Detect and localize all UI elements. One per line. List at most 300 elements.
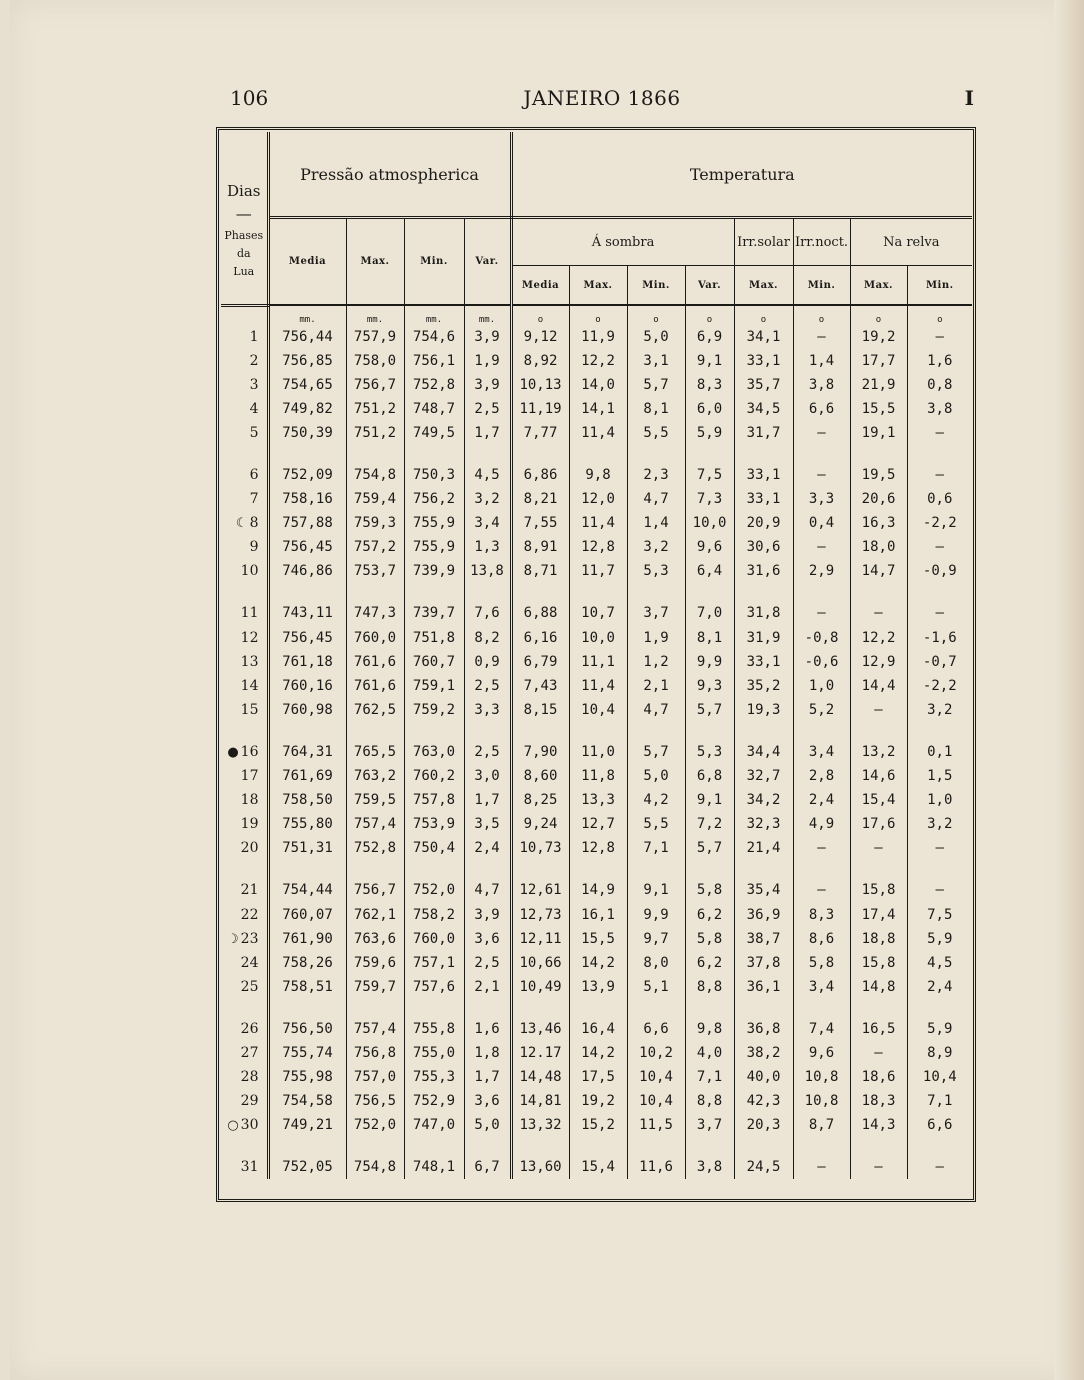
table-row: [221, 463, 972, 487]
group-spacer-row: [221, 445, 972, 463]
day-number: 8: [249, 515, 259, 532]
value-cell: 6,6: [627, 1017, 685, 1041]
relva-max-header: Max.: [850, 266, 907, 306]
day-cell: [221, 902, 268, 926]
value-cell: 3,8: [927, 400, 953, 417]
spacer-cell: [627, 860, 685, 878]
value-cell: 2,4: [927, 978, 953, 995]
value-cell: 11,7: [569, 559, 627, 583]
value-cell: 756,7: [346, 373, 404, 397]
table-row: [221, 927, 972, 951]
value-cell: 3,8: [793, 373, 850, 397]
value-cell: 15,4: [850, 788, 907, 812]
value-cell: 14,2: [569, 1041, 627, 1065]
value-cell: —: [935, 840, 944, 857]
value-cell: 8,3: [685, 373, 734, 397]
value-cell: 765,5: [346, 740, 404, 764]
value-cell: 2,9: [793, 559, 850, 583]
value-cell: 5,7: [627, 373, 685, 397]
value-cell: 761,90: [268, 927, 346, 951]
value-cell: 7,77: [511, 421, 569, 445]
table-row: [221, 349, 972, 373]
spacer-cell: [511, 860, 569, 878]
spacer-cell: [793, 583, 850, 601]
value-cell: 37,8: [734, 951, 793, 975]
value-cell: 760,16: [268, 674, 346, 698]
value-cell: 2,5: [464, 397, 511, 421]
value-cell: 18,6: [850, 1065, 907, 1089]
day-number: 5: [249, 424, 259, 441]
value-cell: 754,58: [268, 1089, 346, 1113]
value-cell: 3,9: [464, 325, 511, 349]
group-spacer-row: [221, 999, 972, 1017]
value-cell: 10,4: [627, 1065, 685, 1089]
value-cell: 763,0: [404, 740, 464, 764]
sombra-max-header: Max.: [569, 266, 627, 306]
table-row: [221, 397, 972, 421]
day-cell: [221, 650, 268, 674]
value-cell: 5,2: [793, 698, 850, 722]
spacer-cell: [404, 722, 464, 740]
value-cell: 752,0: [346, 1113, 404, 1137]
value-cell: —: [793, 836, 850, 860]
value-cell: 753,7: [346, 559, 404, 583]
value-cell: 9,3: [685, 674, 734, 698]
spacer-cell: [464, 860, 511, 878]
value-cell: 7,1: [627, 836, 685, 860]
value-cell: 756,45: [268, 626, 346, 650]
value-cell: 38,7: [734, 927, 793, 951]
value-cell: 7,2: [685, 812, 734, 836]
table-row: [221, 373, 972, 397]
value-cell: 757,0: [346, 1065, 404, 1089]
value-cell: 38,2: [734, 1041, 793, 1065]
day-number: 1: [249, 328, 259, 345]
table-row: [221, 601, 972, 625]
value-cell: 6,79: [511, 650, 569, 674]
spacer-cell: [734, 722, 793, 740]
value-cell: 5,3: [685, 740, 734, 764]
spacer-cell: [850, 445, 907, 463]
day-cell: [221, 1041, 268, 1065]
spacer-cell: [685, 722, 734, 740]
spacer-cell: [685, 445, 734, 463]
value-cell: 8,25: [511, 788, 569, 812]
value-cell: 24,5: [734, 1155, 793, 1179]
value-cell: 20,3: [734, 1113, 793, 1137]
spacer-cell: [404, 860, 464, 878]
sombra-var-header: Var.: [685, 266, 734, 306]
group-spacer-row: [221, 1137, 972, 1155]
sombra-min-header: Min.: [627, 266, 685, 306]
value-cell: 9,7: [627, 927, 685, 951]
value-cell: 0,6: [927, 491, 953, 508]
spacer-cell: [627, 1137, 685, 1155]
spacer-cell: [464, 445, 511, 463]
pressao-media-header: Media: [268, 218, 346, 306]
value-cell: 12,2: [569, 349, 627, 373]
value-cell: 12.17: [511, 1041, 569, 1065]
value-cell: 19,5: [850, 463, 907, 487]
value-cell: 7,90: [511, 740, 569, 764]
value-cell: —: [850, 698, 907, 722]
value-cell: 752,05: [268, 1155, 346, 1179]
value-cell: 3,3: [464, 698, 511, 722]
spacer-cell: [404, 445, 464, 463]
value-cell: 3,3: [793, 487, 850, 511]
value-cell: 757,8: [404, 788, 464, 812]
temperatura-group-header: Temperatura: [511, 132, 972, 218]
value-cell: —: [793, 421, 850, 445]
value-cell: 20,9: [734, 511, 793, 535]
value-cell: —: [935, 1159, 944, 1176]
spacer-cell: [268, 1137, 346, 1155]
value-cell: 14,2: [569, 951, 627, 975]
spacer-cell: [404, 1137, 464, 1155]
value-cell: 755,8: [404, 1017, 464, 1041]
page-number: 106: [230, 86, 269, 110]
table-row: [221, 487, 972, 511]
value-cell: 2,4: [464, 836, 511, 860]
day-cell: [221, 698, 268, 722]
day-number: 24: [240, 954, 259, 971]
spacer-cell: [793, 722, 850, 740]
spacer-cell: [464, 583, 511, 601]
value-cell: —: [850, 601, 907, 625]
value-cell: 758,50: [268, 788, 346, 812]
value-cell: 3,2: [464, 487, 511, 511]
value-cell: 34,1: [734, 325, 793, 349]
value-cell: 8,0: [627, 951, 685, 975]
phases-label: Phases: [224, 228, 264, 242]
table-row: [221, 1113, 972, 1137]
value-cell: 31,9: [734, 626, 793, 650]
value-cell: 10,4: [922, 1069, 957, 1086]
table-row: [221, 674, 972, 698]
value-cell: 5,0: [627, 325, 685, 349]
value-cell: 757,9: [346, 325, 404, 349]
value-cell: 31,6: [734, 559, 793, 583]
value-cell: 14,48: [511, 1065, 569, 1089]
value-cell: 754,8: [346, 463, 404, 487]
value-cell: 3,2: [927, 701, 953, 718]
day-cell: [221, 812, 268, 836]
value-cell: 6,16: [511, 626, 569, 650]
spacer-cell: [464, 999, 511, 1017]
day-cell: [221, 397, 268, 421]
spacer-cell: [346, 583, 404, 601]
value-cell: 0,4: [793, 511, 850, 535]
value-cell: 6,2: [685, 902, 734, 926]
value-cell: 7,43: [511, 674, 569, 698]
day-number: 12: [240, 629, 259, 646]
day-cell: [221, 373, 268, 397]
value-cell: 10,0: [569, 626, 627, 650]
value-cell: 2,4: [793, 788, 850, 812]
table-row: [221, 812, 972, 836]
value-cell: 5,9: [927, 930, 953, 947]
value-cell: 35,2: [734, 674, 793, 698]
value-cell: —: [935, 328, 944, 345]
day-cell: [221, 487, 268, 511]
value-cell: 11,1: [569, 650, 627, 674]
table-row: [221, 511, 972, 535]
value-cell: 31,7: [734, 421, 793, 445]
value-cell: 759,3: [346, 511, 404, 535]
spacer-cell: [346, 722, 404, 740]
value-cell: 6,7: [464, 1155, 511, 1179]
value-cell: 13,46: [511, 1017, 569, 1041]
day-number: 26: [240, 1020, 259, 1037]
day-number: 31: [240, 1159, 259, 1176]
value-cell: 1,3: [464, 535, 511, 559]
spacer-cell: [850, 999, 907, 1017]
day-cell: [221, 626, 268, 650]
day-cell: [221, 511, 268, 535]
value-cell: 759,7: [346, 975, 404, 999]
day-number: 9: [249, 539, 259, 556]
value-cell: 8,60: [511, 764, 569, 788]
value-cell: 19,1: [850, 421, 907, 445]
table-row: [221, 951, 972, 975]
pressao-max-header: Max.: [346, 218, 404, 306]
value-cell: 10,4: [627, 1089, 685, 1113]
value-cell: 10,66: [511, 951, 569, 975]
group-spacer-row: [221, 722, 972, 740]
sombra-header: Á sombra: [511, 218, 734, 266]
value-cell: —: [935, 539, 944, 556]
value-cell: 750,39: [268, 421, 346, 445]
table-row: [221, 325, 972, 349]
value-cell: 5,9: [685, 421, 734, 445]
value-cell: 760,98: [268, 698, 346, 722]
spacer-cell: [221, 722, 268, 740]
unit-cell: o: [793, 305, 850, 325]
unit-cell: o: [685, 305, 734, 325]
day-cell: [221, 927, 268, 951]
moon-phase-icon: ☽: [227, 931, 239, 947]
spacer-cell: [627, 999, 685, 1017]
value-cell: 35,4: [734, 878, 793, 902]
value-cell: —: [793, 601, 850, 625]
units-day-cell: [221, 305, 268, 325]
day-number: 17: [240, 768, 259, 785]
value-cell: 5,5: [627, 421, 685, 445]
value-cell: 5,7: [685, 836, 734, 860]
value-cell: 757,1: [404, 951, 464, 975]
spacer-cell: [346, 999, 404, 1017]
value-cell: 747,0: [404, 1113, 464, 1137]
value-cell: 2,1: [627, 674, 685, 698]
day-cell: [221, 463, 268, 487]
value-cell: 757,4: [346, 1017, 404, 1041]
value-cell: 21,9: [850, 373, 907, 397]
moon-phase-icon: ●: [227, 744, 239, 760]
value-cell: —: [850, 1041, 907, 1065]
unit-cell: mm.: [346, 305, 404, 325]
value-cell: 14,4: [850, 674, 907, 698]
value-cell: 6,6: [793, 397, 850, 421]
value-cell: 9,6: [685, 535, 734, 559]
value-cell: 15,8: [850, 951, 907, 975]
value-cell: 8,21: [511, 487, 569, 511]
value-cell: 6,2: [685, 951, 734, 975]
value-cell: 758,51: [268, 975, 346, 999]
value-cell: 9,9: [685, 650, 734, 674]
table-row: [221, 1155, 972, 1179]
spacer-cell: [907, 860, 972, 878]
value-cell: 5,8: [685, 878, 734, 902]
spacer-cell: [793, 1137, 850, 1155]
value-cell: 14,81: [511, 1089, 569, 1113]
value-cell: 8,2: [464, 626, 511, 650]
spacer-cell: [793, 999, 850, 1017]
value-cell: 4,0: [685, 1041, 734, 1065]
day-number: 23: [240, 930, 259, 947]
value-cell: 8,91: [511, 535, 569, 559]
value-cell: 1,0: [927, 792, 953, 809]
value-cell: 755,3: [404, 1065, 464, 1089]
day-cell: [221, 1089, 268, 1113]
value-cell: 1,6: [464, 1017, 511, 1041]
value-cell: 11,5: [627, 1113, 685, 1137]
value-cell: 755,80: [268, 812, 346, 836]
value-cell: 33,1: [734, 463, 793, 487]
value-cell: 756,2: [404, 487, 464, 511]
value-cell: -2,2: [922, 677, 957, 694]
value-cell: 3,9: [464, 373, 511, 397]
spacer-cell: [850, 860, 907, 878]
page-title: JANEIRO 1866: [523, 86, 681, 110]
value-cell: 1,7: [464, 421, 511, 445]
value-cell: 11,8: [569, 764, 627, 788]
value-cell: 13,3: [569, 788, 627, 812]
value-cell: -1,6: [922, 629, 957, 646]
day-cell: [221, 1017, 268, 1041]
value-cell: 750,4: [404, 836, 464, 860]
day-number: 18: [240, 792, 259, 809]
value-cell: 12,61: [511, 878, 569, 902]
value-cell: 1,9: [627, 626, 685, 650]
value-cell: 1,7: [464, 1065, 511, 1089]
spacer-cell: [221, 860, 268, 878]
value-cell: 10,8: [793, 1089, 850, 1113]
value-cell: 739,9: [404, 559, 464, 583]
value-cell: 749,82: [268, 397, 346, 421]
value-cell: 10,7: [569, 601, 627, 625]
day-cell: [221, 559, 268, 583]
value-cell: 35,7: [734, 373, 793, 397]
value-cell: 11,6: [627, 1155, 685, 1179]
value-cell: —: [935, 605, 944, 622]
day-cell: [221, 535, 268, 559]
value-cell: 748,1: [404, 1155, 464, 1179]
value-cell: 2,3: [627, 463, 685, 487]
day-cell: [221, 788, 268, 812]
value-cell: 1,5: [927, 768, 953, 785]
pressao-group-header: Pressão atmospherica: [268, 132, 511, 218]
value-cell: 33,1: [734, 349, 793, 373]
value-cell: —: [793, 1155, 850, 1179]
value-cell: 6,4: [685, 559, 734, 583]
value-cell: 8,1: [627, 397, 685, 421]
day-number: 14: [240, 677, 259, 694]
value-cell: 11,0: [569, 740, 627, 764]
value-cell: 3,7: [627, 601, 685, 625]
value-cell: —: [935, 467, 944, 484]
table-row: [221, 626, 972, 650]
value-cell: -0,8: [793, 626, 850, 650]
spacer-cell: [346, 1137, 404, 1155]
table-row: [221, 421, 972, 445]
spacer-cell: [907, 722, 972, 740]
moon-phase-icon: ☾: [235, 516, 248, 532]
value-cell: 762,1: [346, 902, 404, 926]
value-cell: 5,9: [927, 1020, 953, 1037]
unit-cell: mm.: [404, 305, 464, 325]
day-number: 10: [240, 563, 259, 580]
irr-noct-header: Irr.noct.: [793, 218, 850, 266]
spacer-cell: [907, 999, 972, 1017]
value-cell: 17,6: [850, 812, 907, 836]
value-cell: 7,3: [685, 487, 734, 511]
value-cell: 755,98: [268, 1065, 346, 1089]
value-cell: 18,0: [850, 535, 907, 559]
value-cell: 0,1: [927, 743, 953, 760]
value-cell: 5,7: [627, 740, 685, 764]
page-spine-shadow: [1054, 0, 1084, 1380]
value-cell: —: [793, 463, 850, 487]
spacer-cell: [793, 860, 850, 878]
value-cell: 6,6: [927, 1117, 953, 1134]
value-cell: 32,7: [734, 764, 793, 788]
spacer-cell: [793, 445, 850, 463]
value-cell: —: [935, 882, 944, 899]
value-cell: 751,31: [268, 836, 346, 860]
value-cell: 748,7: [404, 397, 464, 421]
irr-noct-min-header: Min.: [793, 266, 850, 306]
value-cell: 16,3: [850, 511, 907, 535]
spacer-cell: [907, 1137, 972, 1155]
spacer-cell: [627, 583, 685, 601]
value-cell: 5,1: [627, 975, 685, 999]
value-cell: 10,2: [627, 1041, 685, 1065]
value-cell: 11,4: [569, 674, 627, 698]
value-cell: 3,2: [627, 535, 685, 559]
spacer-cell: [221, 999, 268, 1017]
spacer-cell: [511, 999, 569, 1017]
unit-cell: mm.: [268, 305, 346, 325]
moon-phase-icon: ○: [227, 1118, 239, 1134]
value-cell: 759,5: [346, 788, 404, 812]
value-cell: 760,07: [268, 902, 346, 926]
value-cell: 6,8: [685, 764, 734, 788]
value-cell: 0,9: [464, 650, 511, 674]
table-row: [221, 1089, 972, 1113]
spacer-cell: [685, 999, 734, 1017]
value-cell: —: [793, 535, 850, 559]
value-cell: 1,0: [793, 674, 850, 698]
day-number: 13: [240, 653, 259, 670]
value-cell: 751,2: [346, 421, 404, 445]
value-cell: 750,3: [404, 463, 464, 487]
day-cell: [221, 975, 268, 999]
unit-cell: mm.: [464, 305, 511, 325]
value-cell: 756,50: [268, 1017, 346, 1041]
value-cell: 760,7: [404, 650, 464, 674]
table-row: [221, 788, 972, 812]
value-cell: 757,2: [346, 535, 404, 559]
